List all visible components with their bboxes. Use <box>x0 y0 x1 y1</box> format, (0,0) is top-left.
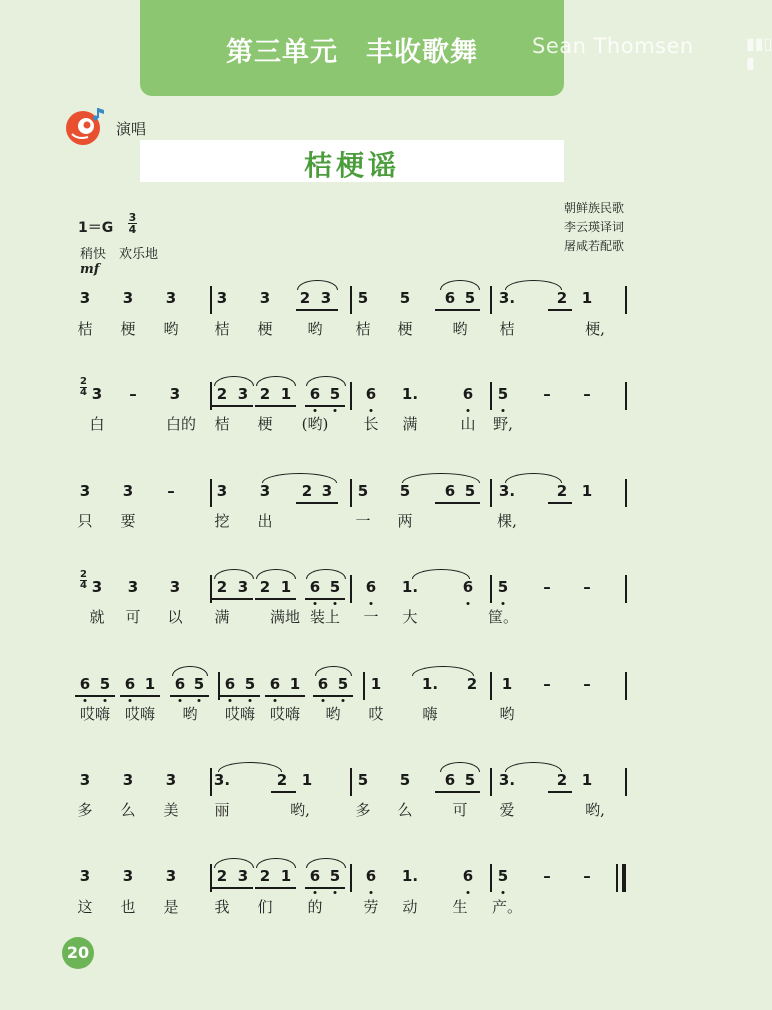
low-octave-dot <box>502 891 505 894</box>
lyric: 可 <box>125 608 141 626</box>
low-octave-dot <box>467 891 470 894</box>
barline <box>490 382 492 410</box>
slur-mark <box>440 762 480 772</box>
note: 1 <box>581 771 593 789</box>
tempo-marking: 稍快 欢乐地 <box>80 247 159 262</box>
lyric: 梗 <box>397 320 413 338</box>
note: 5 <box>357 482 369 500</box>
note: 6 <box>317 675 329 693</box>
beam-underline <box>255 598 296 600</box>
lyric: 只 <box>77 512 93 530</box>
note: 2 <box>556 289 568 307</box>
lyric: 哎嗨 <box>224 705 256 723</box>
lyric: 梗, <box>585 320 605 338</box>
note: 3 <box>321 482 333 500</box>
note: 6 <box>462 867 474 885</box>
barline <box>363 672 365 700</box>
note: 2 <box>276 771 288 789</box>
slur-mark <box>315 666 352 676</box>
note: 5 <box>464 482 476 500</box>
note: 3 <box>79 867 91 885</box>
note: 3 <box>165 289 177 307</box>
note: 6 <box>269 675 281 693</box>
note: 3 <box>216 482 228 500</box>
note: 3 <box>79 482 91 500</box>
slur-mark <box>505 762 562 772</box>
lyric: 是 <box>163 898 179 916</box>
note: – <box>543 385 551 403</box>
slur-mark <box>412 666 474 676</box>
low-octave-dot <box>370 891 373 894</box>
low-octave-dot <box>179 699 182 702</box>
beam-underline <box>265 695 305 697</box>
note: 1. <box>421 675 439 693</box>
slur-mark <box>306 376 346 386</box>
lyric: 哟, <box>585 801 605 819</box>
lyric: 两 <box>397 512 413 530</box>
note: 3 <box>169 385 181 403</box>
barline <box>350 768 352 796</box>
lyric: 一 <box>355 512 371 530</box>
note: 6 <box>124 675 136 693</box>
beam-underline <box>313 695 353 697</box>
note: 6 <box>365 867 377 885</box>
lyric: 多 <box>355 801 371 819</box>
note: – <box>543 675 551 693</box>
note: 5 <box>464 771 476 789</box>
note: 3 <box>320 289 332 307</box>
low-octave-dot <box>314 409 317 412</box>
beam-underline <box>212 405 253 407</box>
barline <box>625 479 627 507</box>
low-octave-dot <box>322 699 325 702</box>
barline <box>490 479 492 507</box>
lyric: 就 <box>89 608 105 626</box>
lyric: 哎嗨 <box>79 705 111 723</box>
lyric: 要 <box>120 512 136 530</box>
slur-mark <box>256 569 296 579</box>
beam-underline <box>255 887 296 889</box>
note: 2 <box>556 482 568 500</box>
note: – <box>543 867 551 885</box>
lyric: 满地 <box>269 608 301 626</box>
lyric: 这 <box>77 898 93 916</box>
beam-underline <box>255 405 296 407</box>
slur-mark <box>172 666 208 676</box>
barline <box>490 864 492 892</box>
note: – <box>583 385 591 403</box>
beam-underline <box>435 309 480 311</box>
low-octave-dot <box>198 699 201 702</box>
lyric: 桔 <box>355 320 371 338</box>
low-octave-dot <box>314 891 317 894</box>
credit-origin: 朝鲜族民歌 <box>563 201 624 215</box>
note: 5 <box>497 385 509 403</box>
note: 1 <box>581 482 593 500</box>
note: 1 <box>370 675 382 693</box>
note: 3 <box>216 289 228 307</box>
lyric: 爱 <box>499 801 515 819</box>
slur-mark <box>214 376 254 386</box>
lyric: 生 <box>452 898 468 916</box>
slur-mark <box>306 569 346 579</box>
slur-mark <box>214 858 254 868</box>
note: 1 <box>280 385 292 403</box>
lyric: 丽 <box>214 801 230 819</box>
note: 5 <box>337 675 349 693</box>
beam-underline <box>435 791 480 793</box>
lyric: 桔 <box>499 320 515 338</box>
note: 2 <box>299 289 311 307</box>
section-label: 演唱 <box>116 120 147 138</box>
lyric: 以 <box>167 608 183 626</box>
note: 2 <box>466 675 478 693</box>
lyric: 桔 <box>214 320 230 338</box>
lyric: 梗 <box>257 415 273 433</box>
note: 3 <box>122 289 134 307</box>
note: 3 <box>122 482 134 500</box>
slur-mark <box>256 376 296 386</box>
note: – <box>583 578 591 596</box>
barline <box>625 672 627 700</box>
barline <box>490 575 492 603</box>
slur-mark <box>505 473 562 483</box>
barline <box>622 864 626 892</box>
unit-title: 第三单元 丰收歌舞 <box>226 37 478 68</box>
note: 5 <box>464 289 476 307</box>
note: 1 <box>501 675 513 693</box>
slur-mark <box>214 569 254 579</box>
note: 5 <box>329 867 341 885</box>
note: 3 <box>237 578 249 596</box>
low-octave-dot <box>467 409 470 412</box>
beam-underline <box>548 502 572 504</box>
note: 3 <box>91 578 103 596</box>
note: 3. <box>498 771 516 789</box>
note: 3 <box>79 289 91 307</box>
barline <box>625 768 627 796</box>
slur-mark <box>306 858 346 868</box>
barline <box>210 479 212 507</box>
note: 6 <box>309 867 321 885</box>
note: 6 <box>309 385 321 403</box>
note: 3. <box>213 771 231 789</box>
note: 6 <box>444 289 456 307</box>
beam-underline <box>296 502 338 504</box>
slur-mark <box>412 569 470 579</box>
note: 5 <box>99 675 111 693</box>
note: 2 <box>259 867 271 885</box>
lyric: 嗨 <box>422 705 438 723</box>
beam-underline <box>120 695 160 697</box>
note: 3 <box>237 385 249 403</box>
lyric: 哎嗨 <box>269 705 301 723</box>
low-octave-dot <box>502 409 505 412</box>
barline <box>616 864 618 892</box>
beam-underline <box>212 598 253 600</box>
lyric: 们 <box>257 898 273 916</box>
key-signature: 1＝G <box>78 220 114 236</box>
lyric: 桔 <box>214 415 230 433</box>
page-number: 20 <box>62 937 94 969</box>
note: 3 <box>169 578 181 596</box>
lyric: 白的 <box>165 415 197 433</box>
lyric: 装上 <box>309 608 341 626</box>
low-octave-dot <box>274 699 277 702</box>
lyric: 挖 <box>214 512 230 530</box>
note: 1 <box>289 675 301 693</box>
note: 2 <box>216 385 228 403</box>
note: 2 <box>556 771 568 789</box>
note: 2 <box>216 578 228 596</box>
slur-mark <box>218 762 282 772</box>
low-octave-dot <box>467 602 470 605</box>
note: 6 <box>462 385 474 403</box>
note: 3 <box>259 289 271 307</box>
watermark-mark: ▮▮▯ ▮ <box>746 34 772 72</box>
lyric: 棵, <box>497 512 517 530</box>
slur-mark <box>262 473 337 483</box>
note: 3 <box>122 771 134 789</box>
lyric: 美 <box>163 801 179 819</box>
slur-mark <box>440 280 480 290</box>
lyric: 么 <box>397 801 413 819</box>
low-octave-dot <box>370 602 373 605</box>
low-octave-dot <box>370 409 373 412</box>
beam-underline <box>305 405 345 407</box>
lyric: 哟 <box>325 705 341 723</box>
note: 5 <box>399 771 411 789</box>
lyric: 梗 <box>120 320 136 338</box>
barline <box>490 768 492 796</box>
note: 2 <box>301 482 313 500</box>
lyric: 产。 <box>491 898 523 916</box>
barline <box>350 864 352 892</box>
credit-arranger: 屠咸若配歌 <box>563 239 624 253</box>
note: 3 <box>91 385 103 403</box>
low-octave-dot <box>342 699 345 702</box>
note: 5 <box>497 867 509 885</box>
low-octave-dot <box>249 699 252 702</box>
beam-underline <box>435 502 480 504</box>
note: 1 <box>280 578 292 596</box>
barline <box>625 382 627 410</box>
note: 3 <box>127 578 139 596</box>
note: – <box>543 578 551 596</box>
note: 5 <box>357 771 369 789</box>
note: 3 <box>259 482 271 500</box>
barline <box>350 286 352 314</box>
lyric: 哟, <box>290 801 310 819</box>
note: 5 <box>329 385 341 403</box>
lyric: 哎 <box>368 705 384 723</box>
note: 3 <box>165 771 177 789</box>
beam-underline <box>548 791 572 793</box>
beam-underline <box>548 309 572 311</box>
slur-mark <box>402 473 480 483</box>
lyric: 么 <box>120 801 136 819</box>
lyric: 哟 <box>499 705 515 723</box>
note: 2 <box>259 578 271 596</box>
credit-lyricist: 李云瑛译词 <box>563 220 624 234</box>
note: 5 <box>399 482 411 500</box>
note: 5 <box>399 289 411 307</box>
low-octave-dot <box>502 602 505 605</box>
note: 6 <box>79 675 91 693</box>
beam-underline <box>212 887 253 889</box>
note: – <box>583 867 591 885</box>
note: 1. <box>401 578 419 596</box>
note: 6 <box>224 675 236 693</box>
lyric: 一 <box>363 608 379 626</box>
note: – <box>129 385 137 403</box>
low-octave-dot <box>229 699 232 702</box>
lyric: 筐。 <box>487 608 519 626</box>
note: 3 <box>122 867 134 885</box>
lyric: 白 <box>89 415 105 433</box>
barline <box>625 575 627 603</box>
note: 6 <box>365 385 377 403</box>
lyric: 的 <box>307 898 323 916</box>
lyric: 哟 <box>163 320 179 338</box>
slur-mark <box>256 858 296 868</box>
beam-underline <box>305 887 345 889</box>
time-signature: 3 4 <box>128 211 137 236</box>
lyric: (哟) <box>301 415 329 433</box>
barline <box>350 382 352 410</box>
note: 1. <box>401 385 419 403</box>
dynamic-marking: mf <box>80 262 100 277</box>
note: 5 <box>329 578 341 596</box>
note: 6 <box>444 482 456 500</box>
lyric: 野, <box>493 415 513 433</box>
lyric: 也 <box>120 898 136 916</box>
lyric: 大 <box>402 608 418 626</box>
lyric: 桔 <box>77 320 93 338</box>
lyric: 长 <box>363 415 379 433</box>
lyric: 动 <box>402 898 418 916</box>
note: 1 <box>581 289 593 307</box>
note: 6 <box>309 578 321 596</box>
low-octave-dot <box>334 602 337 605</box>
low-octave-dot <box>334 891 337 894</box>
lyric: 满 <box>214 608 230 626</box>
low-octave-dot <box>104 699 107 702</box>
lyric: 梗 <box>257 320 273 338</box>
note: 1. <box>401 867 419 885</box>
note: 2 <box>259 385 271 403</box>
lyric: 满 <box>402 415 418 433</box>
beam-underline <box>170 695 209 697</box>
slur-mark <box>505 280 562 290</box>
beam-underline <box>75 695 115 697</box>
barline <box>350 479 352 507</box>
lyric: 我 <box>214 898 230 916</box>
low-octave-dot <box>84 699 87 702</box>
beam-underline <box>220 695 260 697</box>
barline <box>625 286 627 314</box>
note: 3 <box>237 867 249 885</box>
lyric: 哟 <box>307 320 323 338</box>
beam-underline <box>271 791 296 793</box>
note: 6 <box>365 578 377 596</box>
barline <box>490 286 492 314</box>
note: 5 <box>497 578 509 596</box>
note: – <box>583 675 591 693</box>
row-time-signature: 2 4 <box>80 569 87 591</box>
lyric: 哟 <box>182 705 198 723</box>
lyric: 山 <box>460 415 476 433</box>
barline <box>490 672 492 700</box>
lyric: 哎嗨 <box>124 705 156 723</box>
song-title: 桔梗谣 <box>303 149 400 182</box>
lyric: 可 <box>452 801 468 819</box>
low-octave-dot <box>334 409 337 412</box>
lyric: 出 <box>257 512 273 530</box>
note: 3. <box>498 482 516 500</box>
note: 1 <box>301 771 313 789</box>
note: 3 <box>165 867 177 885</box>
note: – <box>167 482 175 500</box>
beam-underline <box>296 309 338 311</box>
note: 3 <box>79 771 91 789</box>
lyric: 哟 <box>452 320 468 338</box>
row-time-signature: 2 4 <box>80 376 87 398</box>
barline <box>210 768 212 796</box>
barline <box>350 575 352 603</box>
note: 3. <box>498 289 516 307</box>
note: 5 <box>357 289 369 307</box>
note: 6 <box>444 771 456 789</box>
lyric: 劳 <box>363 898 379 916</box>
low-octave-dot <box>129 699 132 702</box>
note: 1 <box>280 867 292 885</box>
note: 5 <box>244 675 256 693</box>
note: 6 <box>174 675 186 693</box>
watermark-name: Sean Thomsen <box>532 34 694 58</box>
note: 5 <box>193 675 205 693</box>
note: 2 <box>216 867 228 885</box>
note: 6 <box>462 578 474 596</box>
barline <box>210 286 212 314</box>
beam-underline <box>305 598 345 600</box>
slur-mark <box>297 280 338 290</box>
note: 1 <box>144 675 156 693</box>
lyric: 多 <box>77 801 93 819</box>
low-octave-dot <box>314 602 317 605</box>
